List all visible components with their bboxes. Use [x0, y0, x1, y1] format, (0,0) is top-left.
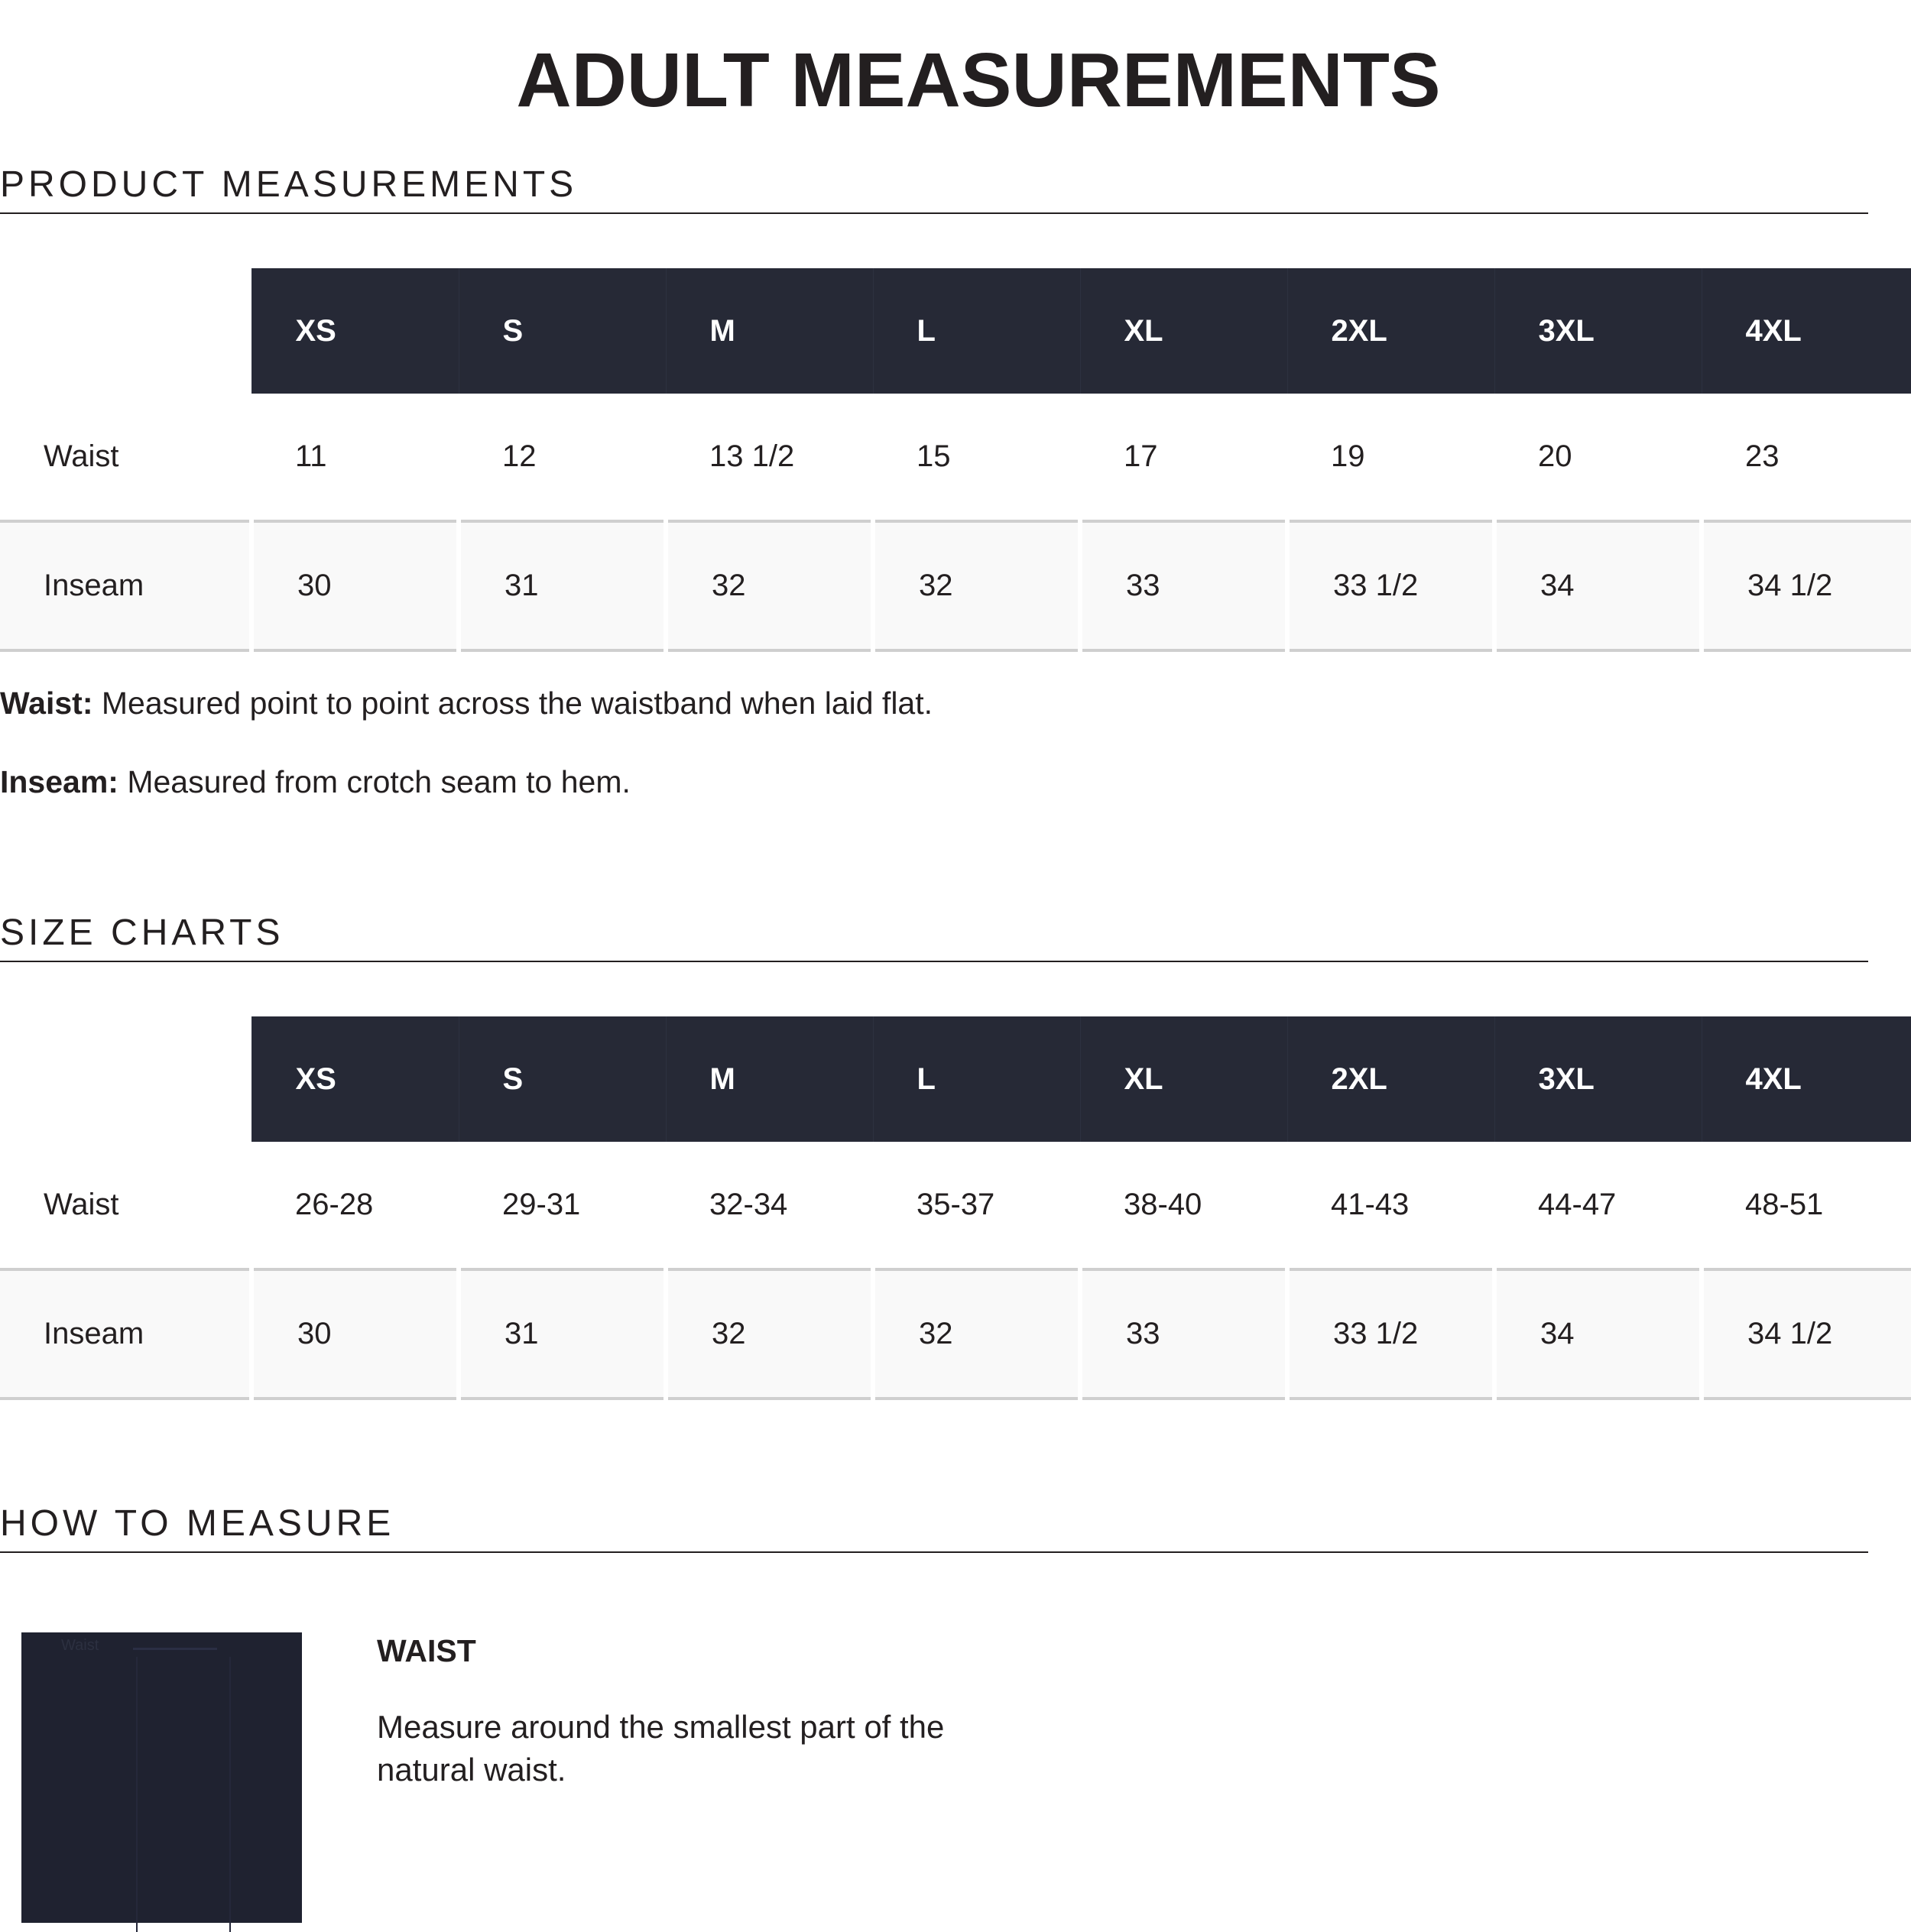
note-term: Waist:	[0, 686, 93, 721]
table-cell: 32	[666, 1269, 873, 1399]
table-cell: 48-51	[1702, 1142, 1911, 1269]
size-header-m: M	[666, 268, 873, 394]
table-cell: 34	[1494, 521, 1702, 650]
table-cell: 33	[1080, 1269, 1287, 1399]
product-measurements-table	[0, 268, 1911, 652]
table-cell: 15	[873, 394, 1080, 521]
table-cell: 32	[666, 521, 873, 650]
size-header-4xl: 4XL	[1702, 1016, 1911, 1142]
table-cell: 29-31	[459, 1142, 666, 1269]
table-cell: 33	[1080, 521, 1287, 650]
size-header-xs: XS	[251, 268, 459, 394]
table-header-row	[0, 1016, 1911, 1142]
size-header-2xl: 2XL	[1287, 268, 1494, 394]
size-header-s: S	[459, 268, 666, 394]
size-header-4xl: 4XL	[1702, 268, 1911, 394]
table-cell: 44-47	[1494, 1142, 1702, 1269]
size-charts-table	[0, 1016, 1911, 1400]
table-cell: 38-40	[1080, 1142, 1287, 1269]
table-cell: 32	[873, 521, 1080, 650]
table-cell: 31	[459, 521, 666, 650]
note-text: Measured from crotch seam to hem.	[118, 764, 631, 799]
table-cell: 41-43	[1287, 1142, 1494, 1269]
table-cell: 30	[251, 521, 459, 650]
size-charts-divider	[0, 961, 1868, 962]
size-header-3xl: 3XL	[1494, 268, 1702, 394]
table-cell: 34 1/2	[1702, 521, 1911, 650]
size-header-3xl: 3XL	[1494, 1016, 1702, 1142]
product-measurements-divider	[0, 212, 1868, 214]
size-header-xs: XS	[251, 1016, 459, 1142]
table-cell: 13 1/2	[666, 394, 873, 521]
table-row-waist	[0, 1142, 1911, 1269]
measure-image-label: Waist	[61, 1637, 99, 1654]
table-cell: 35-37	[873, 1142, 1080, 1269]
size-charts-heading: SIZE CHARTS	[0, 913, 284, 953]
table-cell: 33 1/2	[1287, 1269, 1494, 1399]
size-header-xl: XL	[1080, 1016, 1287, 1142]
table-cell: 12	[459, 394, 666, 521]
measure-title-waist: WAIST	[377, 1633, 476, 1668]
note-inseam	[0, 763, 631, 800]
table-cell: 26-28	[251, 1142, 459, 1269]
table-cell: 17	[1080, 394, 1287, 521]
row-label-inseam: Inseam	[0, 1269, 251, 1399]
table-corner-cell	[0, 268, 251, 394]
size-header-l: L	[873, 268, 1080, 394]
page-title: ADULT MEASUREMENTS	[516, 37, 1441, 123]
table-row-waist	[0, 394, 1911, 521]
size-header-l: L	[873, 1016, 1080, 1142]
table-row-inseam	[0, 1269, 1911, 1399]
size-header-m: M	[666, 1016, 873, 1142]
table-cell: 30	[251, 1269, 459, 1399]
size-header-xl: XL	[1080, 268, 1287, 394]
row-label-inseam: Inseam	[0, 521, 251, 650]
note-text: Measured point to point across the waistband when laid flat.	[92, 686, 933, 721]
how-to-measure-divider	[0, 1551, 1868, 1553]
measure-description-waist: Measure around the smallest part of the natural waist.	[377, 1709, 945, 1788]
table-row-inseam	[0, 521, 1911, 650]
product-measurements-heading: PRODUCT MEASUREMENTS	[0, 164, 578, 205]
size-header-2xl: 2XL	[1287, 1016, 1494, 1142]
table-cell: 34	[1494, 1269, 1702, 1399]
measure-line	[133, 1648, 217, 1650]
table-cell: 32-34	[666, 1142, 873, 1269]
table-cell: 19	[1287, 394, 1494, 521]
row-label-waist: Waist	[0, 1142, 251, 1269]
size-header-s: S	[459, 1016, 666, 1142]
how-to-measure-heading: HOW TO MEASURE	[0, 1503, 395, 1544]
table-cell: 33 1/2	[1287, 521, 1494, 650]
waist-measure-image	[21, 1632, 302, 1923]
note-waist	[0, 685, 933, 721]
table-header-row	[0, 268, 1911, 394]
row-label-waist: Waist	[0, 394, 251, 521]
table-cell: 23	[1702, 394, 1911, 521]
table-cell: 32	[873, 1269, 1080, 1399]
table-corner-cell	[0, 1016, 251, 1142]
table-cell: 34 1/2	[1702, 1269, 1911, 1399]
table-cell: 31	[459, 1269, 666, 1399]
table-cell: 11	[251, 394, 459, 521]
note-term: Inseam:	[0, 764, 118, 799]
table-cell: 20	[1494, 394, 1702, 521]
figure-silhouette	[136, 1657, 231, 1932]
